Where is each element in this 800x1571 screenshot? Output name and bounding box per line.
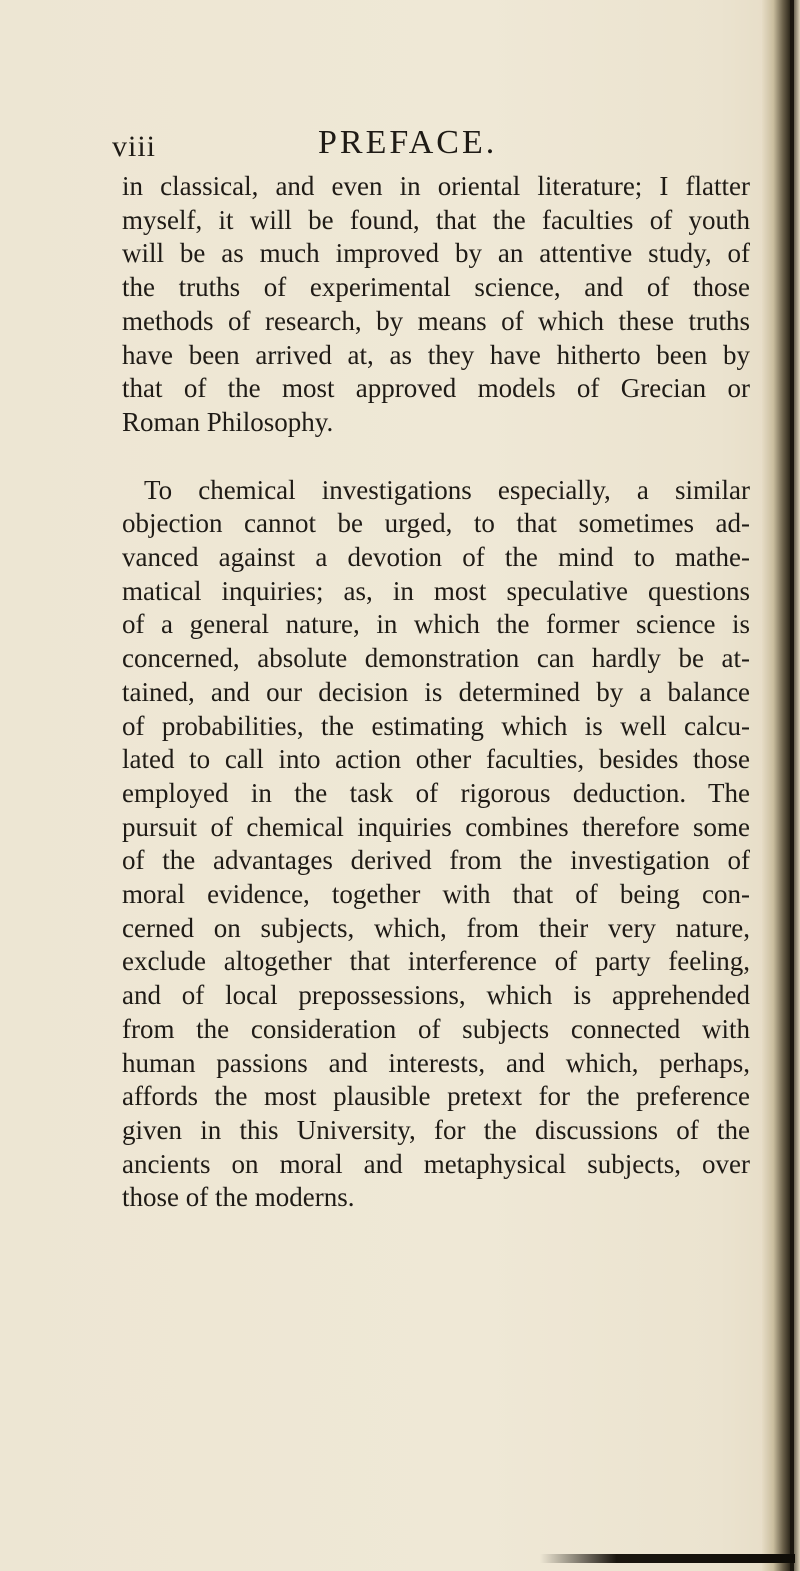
paragraph-2 [122, 474, 750, 1215]
text-line: cerned on subjects, which, from their very nature, [122, 912, 750, 943]
text-line: of a general nature, in which the former science is [122, 609, 750, 640]
text-line: in classical, and even in oriental literature; I flatter [122, 171, 750, 201]
paragraph-1 [122, 170, 750, 440]
text-line: ancients on moral and metaphysical subjects, over [122, 1148, 750, 1179]
text-line: employed in the task of rigorous deduction. The [122, 777, 750, 808]
text-line: affords the most plausible pretext for the preference [122, 1081, 750, 1112]
text-line: lated to call into action other faculties, besides those [122, 744, 750, 775]
text-line: objection cannot be urged, to that sometimes ad- [122, 508, 750, 539]
text-line: of the advantages derived from the investigation of [122, 845, 750, 876]
text-line: human passions and interests, and which, perhaps, [122, 1047, 750, 1078]
text-line: those of the moderns. [122, 1182, 355, 1213]
text-line: will be as much improved by an attentive study, of [122, 238, 750, 269]
text-line: of probabilities, the estimating which is well calcu- [122, 710, 750, 741]
text-line: have been arrived at, as they have hitherto been by [122, 339, 750, 370]
text-line: moral evidence, together with that of being con- [122, 879, 750, 910]
text-line: vanced against a devotion of the mind to mathe- [122, 542, 750, 573]
book-spine-edge [790, 0, 794, 1571]
bottom-edge-shadow [540, 1554, 795, 1563]
text-line: pursuit of chemical inquiries combines therefore some [122, 811, 750, 842]
text-line: the truths of experimental science, and of those [122, 272, 750, 303]
text-line: exclude altogether that interference of party feeling, [122, 946, 750, 977]
page-number: viii [112, 130, 157, 163]
text-line: that of the most approved models of Grecian or [122, 373, 750, 404]
text-line: from the consideration of subjects connected with [122, 1013, 750, 1044]
text-line: and of local prepossessions, which is apprehended [122, 980, 750, 1011]
text-line: methods of research, by means of which these truths [122, 305, 750, 336]
text-line: concerned, absolute demonstration can hardly be at- [122, 643, 750, 674]
text-line: myself, it will be found, that the faculties of youth [122, 204, 750, 235]
body-text [122, 170, 750, 1215]
text-line: Roman Philosophy. [122, 406, 334, 437]
running-head: PREFACE. [318, 124, 498, 161]
text-line: To chemical investigations especially, a similar [144, 474, 750, 505]
page-header [112, 120, 672, 170]
text-line: matical inquiries; as, in most speculative questions [122, 575, 750, 606]
text-line: tained, and our decision is determined by a balance [122, 676, 750, 707]
book-spine-shadow [762, 0, 800, 1571]
text-line: given in this University, for the discussions of the [122, 1114, 750, 1145]
